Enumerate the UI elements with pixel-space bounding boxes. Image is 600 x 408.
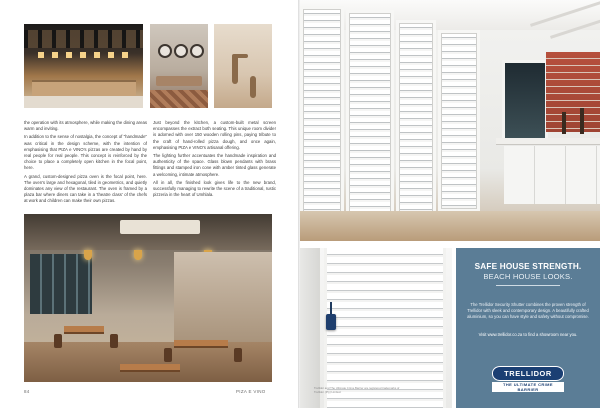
article-column-2 bbox=[153, 120, 276, 200]
advert-text-panel bbox=[456, 248, 600, 408]
timber-floor bbox=[300, 211, 600, 241]
tap-spout bbox=[232, 54, 248, 58]
white-shutter-panel bbox=[346, 10, 394, 216]
running-title: PIZA E VINO bbox=[236, 389, 266, 394]
window-frame bbox=[300, 248, 320, 408]
chair bbox=[110, 334, 118, 348]
paragraph: the operation with its atmosphere, while making the dining areas warm and inviting. bbox=[24, 120, 147, 132]
patterned-tiles bbox=[150, 90, 208, 108]
article-column-1 bbox=[24, 120, 147, 207]
white-shutter-panel bbox=[300, 6, 344, 226]
dining-table bbox=[174, 340, 228, 348]
dining-table bbox=[64, 326, 104, 334]
restaurant-interior-photo bbox=[24, 214, 272, 382]
exposed-brick-wall bbox=[546, 52, 600, 132]
ceiling-beams bbox=[24, 30, 143, 48]
shutter-slats bbox=[324, 248, 446, 408]
dining-table bbox=[120, 364, 180, 372]
paragraph: A grand, custom-designed pizza oven is the focal point, here. The oven's large and hexagonal, tiled in geometrics, and quietly dominates any view of the restaurant. The oven is framed by a plaza bar where diners can take in a 'theatre class' of the chefs at work and children can make their own pizzas. bbox=[24, 173, 147, 204]
logo-tagline: THE ULTIMATE CRIME BARRIER bbox=[492, 382, 564, 392]
trellidor-advert bbox=[300, 248, 600, 408]
paragraph: The lighting further accentuates the handmade inspiration and authenticity of the space. Glass blown pendants with brass fittings and stamped iron cone with amber tinted glass generate a welcoming, intimate atmosphere. bbox=[153, 153, 276, 177]
pendant-lamp bbox=[134, 250, 142, 260]
copper-taps-photo bbox=[214, 24, 272, 108]
feature-wall bbox=[174, 252, 272, 342]
candlestick bbox=[562, 112, 566, 134]
divider bbox=[496, 285, 560, 286]
trademark-credit: Trellidor and The Ultimate Crime Barrier are registered trademarks of Trellidor (Pty) Limited. bbox=[314, 386, 400, 394]
round-mirror bbox=[174, 44, 188, 58]
paragraph: All in all, the finished look gives life to the new brand, successfully managing to rewrite the scene of a traditional, rustic pizzeria in the heart of Umhlala. bbox=[153, 179, 276, 198]
shuttered-kitchen-photo bbox=[300, 0, 600, 241]
glazed-wall bbox=[30, 254, 92, 314]
round-mirror bbox=[190, 44, 204, 58]
trellidor-logo bbox=[492, 366, 564, 392]
paragraph: In addition to the sense of nostalgia, the concept of "handmade" was critical in the design scheme, with the intention of emphasising that PIZA e VINO's pizzas are created by hand by real people for real people. This concept is reinforced by the choice to place a completely open kitchen in the focal point, here. bbox=[24, 134, 147, 171]
floor bbox=[24, 96, 143, 108]
bar-counter bbox=[32, 80, 136, 96]
chair bbox=[164, 348, 172, 362]
kitchen-counter bbox=[496, 138, 600, 145]
bathroom-basins-photo bbox=[150, 24, 208, 108]
advert-visit-link[interactable]: Visit www.trellidor.co.za to find a showroom near you. bbox=[478, 332, 578, 337]
lock-icon bbox=[326, 314, 336, 330]
advert-headline: SAFE HOUSE STRENGTH. bbox=[474, 262, 582, 271]
advert-body: The Trellidor Security Shutter combines the proven strength of Trellidor with sleek and contemporary design. A beautifully crafted aluminium, so you can have style and safety without compromise. bbox=[467, 302, 589, 319]
white-shutter-panel bbox=[396, 20, 436, 216]
page-number: 84 bbox=[24, 389, 30, 394]
pendant-lights bbox=[38, 52, 128, 58]
white-shutter-panel bbox=[438, 30, 480, 212]
shutter-closeup-photo bbox=[300, 248, 452, 408]
paragraph: Just beyond the kitchen, a custom-built metal screen encompasses the extract both seating. This unique room divider is adorned with over 150 wooden rolling pins, paying tribute to the craft of hand-rolled pizza dough, and once again, emphasising PIZA e VINO's artisanal offering. bbox=[153, 120, 276, 150]
skylight bbox=[120, 220, 200, 234]
chair bbox=[54, 334, 62, 348]
chair bbox=[234, 348, 242, 362]
dark-window bbox=[502, 60, 548, 142]
tap bbox=[250, 76, 256, 98]
round-mirror bbox=[158, 44, 172, 58]
logo-name: TRELLIDOR bbox=[504, 369, 552, 378]
restaurant-overview-photo bbox=[24, 24, 143, 108]
kitchen-cabinets bbox=[504, 146, 600, 204]
advert-subheadline: BEACH HOUSE LOOKS. bbox=[483, 272, 573, 281]
tap bbox=[232, 54, 238, 84]
pendant-lamp bbox=[84, 250, 92, 260]
candlestick bbox=[580, 108, 584, 134]
basin-counter bbox=[156, 76, 202, 86]
